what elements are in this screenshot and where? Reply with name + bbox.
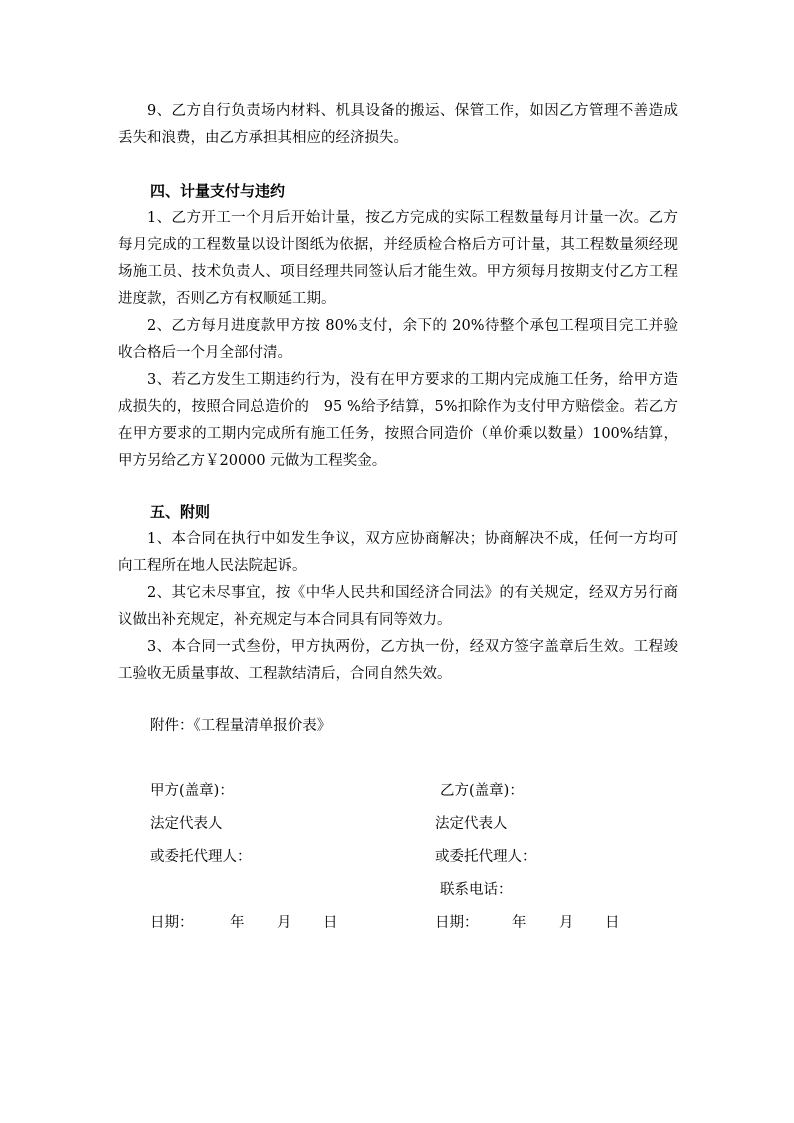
party-b-agent: 或委托代理人：	[435, 849, 537, 865]
attachment-note: 附件：《工程量清单报价表》	[150, 718, 332, 734]
party-b-seal: 乙方(盖章)：	[440, 783, 524, 799]
party-b-rep: 法定代表人	[435, 816, 508, 832]
section-5-item-2: 2、其它未尽事宜，按《中华人民共和国经济合同法》的有关规定，经双方另行商议做出补充规定，补充规定与本合同具有同等效力。	[118, 585, 678, 628]
party-a-month: 月	[277, 915, 292, 931]
section-5-title: 五、附则	[150, 503, 211, 521]
party-a-year: 年	[230, 915, 245, 931]
section-5-item-3: 3、本合同一式叁份，甲方执两份，乙方执一份，经双方签字盖章后生效。工程竣工验收无质量事故、工程款结清后，合同自然失效。	[118, 639, 678, 682]
section-4-item-3: 3、若乙方发生工期违约行为，没有在甲方要求的工期内完成施工任务，给甲方造成损失的，按照合同总造价的 95 %给予结算，5%扣除作为支付甲方赔偿金。若乙方在甲方要求的工期内完成所有施工任务，按照合同造价（单价乘以数量）100%结算，甲方另给乙方￥20000 元做为工程奖金。	[118, 372, 678, 469]
party-a-date-label: 日期：	[150, 915, 194, 931]
party-b-day: 日	[605, 915, 620, 931]
party-a-seal: 甲方(盖章)：	[150, 783, 234, 799]
section-4-title: 四、计量支付与违约	[150, 182, 286, 200]
section-4-item-1: 1、乙方开工一个月后开始计量，按乙方完成的实际工程数量每月计量一次。乙方每月完成的工程数量以设计图纸为依据，并经质检合格后方可计量，其工程数量须经现场施工员、技术负责人、项目经理共同签认后才能生效。甲方须每月按期支付乙方工程进度款，否则乙方有权顺延工期。	[118, 210, 678, 307]
party-b-phone: 联系电话：	[440, 882, 513, 898]
party-a-agent: 或委托代理人：	[150, 849, 252, 865]
party-b-year: 年	[512, 915, 527, 931]
section-4-item-2: 2、乙方每月进度款甲方按 80%支付，余下的 20%待整个承包工程项目完工并验收合格后一个月全部付清。	[118, 318, 678, 361]
clause-9: 9、乙方自行负责场内材料、机具设备的搬运、保管工作，如因乙方管理不善造成丢失和浪费，由乙方承担其相应的经济损失。	[118, 103, 678, 146]
party-a-rep: 法定代表人	[150, 816, 223, 832]
party-b-month: 月	[559, 915, 574, 931]
party-a-day: 日	[323, 915, 338, 931]
section-5-item-1: 1、本合同在执行中如发生争议，双方应协商解决；协商解决不成，任何一方均可向工程所在地人民法院起诉。	[118, 531, 678, 574]
party-b-date-label: 日期：	[435, 915, 479, 931]
